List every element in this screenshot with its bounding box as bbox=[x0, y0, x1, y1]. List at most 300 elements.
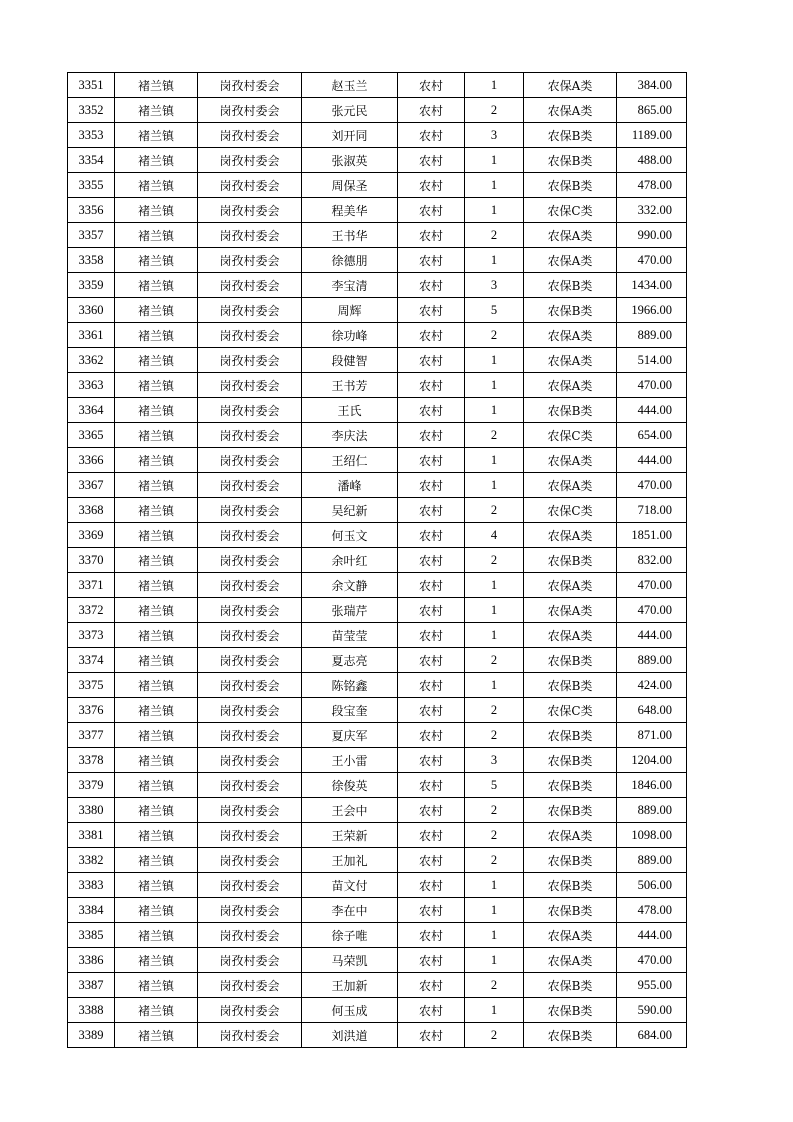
amount-cell: 470.00 bbox=[617, 598, 687, 623]
household-type-cell: 农村 bbox=[398, 1023, 465, 1048]
table-row bbox=[68, 698, 687, 723]
category-cell: 农保A类 bbox=[524, 448, 617, 473]
name-cell: 潘峰 bbox=[302, 473, 398, 498]
village-committee-cell: 岗孜村委会 bbox=[198, 723, 302, 748]
category-cell: 农保B类 bbox=[524, 748, 617, 773]
table-row bbox=[68, 173, 687, 198]
amount-cell: 1434.00 bbox=[617, 273, 687, 298]
category-cell: 农保B类 bbox=[524, 548, 617, 573]
name-cell: 苗莹莹 bbox=[302, 623, 398, 648]
household-type-cell: 农村 bbox=[398, 723, 465, 748]
serial-number-cell: 3360 bbox=[68, 298, 115, 323]
name-cell: 徐功峰 bbox=[302, 323, 398, 348]
table-row bbox=[68, 923, 687, 948]
member-count-cell: 4 bbox=[465, 523, 524, 548]
category-cell: 农保A类 bbox=[524, 73, 617, 98]
name-cell: 王书华 bbox=[302, 223, 398, 248]
member-count-cell: 1 bbox=[465, 373, 524, 398]
amount-cell: 444.00 bbox=[617, 923, 687, 948]
name-cell: 夏志亮 bbox=[302, 648, 398, 673]
table-row bbox=[68, 323, 687, 348]
household-type-cell: 农村 bbox=[398, 273, 465, 298]
village-committee-cell: 岗孜村委会 bbox=[198, 423, 302, 448]
amount-cell: 384.00 bbox=[617, 73, 687, 98]
household-type-cell: 农村 bbox=[398, 448, 465, 473]
household-type-cell: 农村 bbox=[398, 798, 465, 823]
serial-number-cell: 3357 bbox=[68, 223, 115, 248]
amount-cell: 470.00 bbox=[617, 473, 687, 498]
table-row bbox=[68, 1023, 687, 1048]
member-count-cell: 1 bbox=[465, 73, 524, 98]
village-committee-cell: 岗孜村委会 bbox=[198, 623, 302, 648]
serial-number-cell: 3364 bbox=[68, 398, 115, 423]
village-committee-cell: 岗孜村委会 bbox=[198, 198, 302, 223]
household-type-cell: 农村 bbox=[398, 348, 465, 373]
household-type-cell: 农村 bbox=[398, 823, 465, 848]
amount-cell: 470.00 bbox=[617, 948, 687, 973]
category-cell: 农保B类 bbox=[524, 798, 617, 823]
serial-number-cell: 3387 bbox=[68, 973, 115, 998]
member-count-cell: 2 bbox=[465, 498, 524, 523]
table-row bbox=[68, 248, 687, 273]
category-cell: 农保B类 bbox=[524, 998, 617, 1023]
member-count-cell: 2 bbox=[465, 548, 524, 573]
amount-cell: 1851.00 bbox=[617, 523, 687, 548]
category-cell: 农保A类 bbox=[524, 98, 617, 123]
category-cell: 农保A类 bbox=[524, 223, 617, 248]
name-cell: 王加礼 bbox=[302, 848, 398, 873]
category-cell: 农保A类 bbox=[524, 473, 617, 498]
household-type-cell: 农村 bbox=[398, 373, 465, 398]
category-cell: 农保A类 bbox=[524, 348, 617, 373]
member-count-cell: 5 bbox=[465, 298, 524, 323]
category-cell: 农保C类 bbox=[524, 198, 617, 223]
category-cell: 农保C类 bbox=[524, 498, 617, 523]
serial-number-cell: 3384 bbox=[68, 898, 115, 923]
serial-number-cell: 3379 bbox=[68, 773, 115, 798]
household-type-cell: 农村 bbox=[398, 973, 465, 998]
serial-number-cell: 3380 bbox=[68, 798, 115, 823]
category-cell: 农保B类 bbox=[524, 273, 617, 298]
table-body bbox=[68, 73, 687, 1048]
table-row bbox=[68, 448, 687, 473]
member-count-cell: 1 bbox=[465, 573, 524, 598]
village-committee-cell: 岗孜村委会 bbox=[198, 248, 302, 273]
household-type-cell: 农村 bbox=[398, 198, 465, 223]
amount-cell: 832.00 bbox=[617, 548, 687, 573]
category-cell: 农保A类 bbox=[524, 598, 617, 623]
serial-number-cell: 3385 bbox=[68, 923, 115, 948]
serial-number-cell: 3369 bbox=[68, 523, 115, 548]
town-cell: 褚兰镇 bbox=[115, 248, 198, 273]
serial-number-cell: 3371 bbox=[68, 573, 115, 598]
village-committee-cell: 岗孜村委会 bbox=[198, 123, 302, 148]
amount-cell: 590.00 bbox=[617, 998, 687, 1023]
town-cell: 褚兰镇 bbox=[115, 273, 198, 298]
serial-number-cell: 3377 bbox=[68, 723, 115, 748]
category-cell: 农保A类 bbox=[524, 823, 617, 848]
category-cell: 农保B类 bbox=[524, 973, 617, 998]
amount-cell: 444.00 bbox=[617, 398, 687, 423]
table-row bbox=[68, 823, 687, 848]
village-committee-cell: 岗孜村委会 bbox=[198, 698, 302, 723]
town-cell: 褚兰镇 bbox=[115, 298, 198, 323]
household-type-cell: 农村 bbox=[398, 848, 465, 873]
table-row bbox=[68, 723, 687, 748]
category-cell: 农保C类 bbox=[524, 698, 617, 723]
town-cell: 褚兰镇 bbox=[115, 473, 198, 498]
household-type-cell: 农村 bbox=[398, 773, 465, 798]
household-type-cell: 农村 bbox=[398, 523, 465, 548]
amount-cell: 955.00 bbox=[617, 973, 687, 998]
category-cell: 农保A类 bbox=[524, 923, 617, 948]
town-cell: 褚兰镇 bbox=[115, 223, 198, 248]
name-cell: 王氏 bbox=[302, 398, 398, 423]
member-count-cell: 2 bbox=[465, 698, 524, 723]
serial-number-cell: 3370 bbox=[68, 548, 115, 573]
category-cell: 农保A类 bbox=[524, 323, 617, 348]
village-committee-cell: 岗孜村委会 bbox=[198, 873, 302, 898]
table-row bbox=[68, 473, 687, 498]
serial-number-cell: 3376 bbox=[68, 698, 115, 723]
village-committee-cell: 岗孜村委会 bbox=[198, 573, 302, 598]
village-committee-cell: 岗孜村委会 bbox=[198, 98, 302, 123]
town-cell: 褚兰镇 bbox=[115, 373, 198, 398]
household-type-cell: 农村 bbox=[398, 123, 465, 148]
member-count-cell: 2 bbox=[465, 823, 524, 848]
serial-number-cell: 3368 bbox=[68, 498, 115, 523]
table-row bbox=[68, 873, 687, 898]
household-type-cell: 农村 bbox=[398, 923, 465, 948]
member-count-cell: 1 bbox=[465, 923, 524, 948]
table-row bbox=[68, 148, 687, 173]
member-count-cell: 2 bbox=[465, 648, 524, 673]
name-cell: 徐俊英 bbox=[302, 773, 398, 798]
member-count-cell: 2 bbox=[465, 423, 524, 448]
amount-cell: 444.00 bbox=[617, 623, 687, 648]
town-cell: 褚兰镇 bbox=[115, 898, 198, 923]
amount-cell: 478.00 bbox=[617, 898, 687, 923]
category-cell: 农保A类 bbox=[524, 623, 617, 648]
name-cell: 张淑英 bbox=[302, 148, 398, 173]
town-cell: 褚兰镇 bbox=[115, 673, 198, 698]
table-row bbox=[68, 198, 687, 223]
household-type-cell: 农村 bbox=[398, 298, 465, 323]
serial-number-cell: 3388 bbox=[68, 998, 115, 1023]
amount-cell: 889.00 bbox=[617, 648, 687, 673]
table-row bbox=[68, 648, 687, 673]
household-type-cell: 农村 bbox=[398, 673, 465, 698]
household-type-cell: 农村 bbox=[398, 998, 465, 1023]
name-cell: 夏庆军 bbox=[302, 723, 398, 748]
name-cell: 陈铭鑫 bbox=[302, 673, 398, 698]
name-cell: 刘洪道 bbox=[302, 1023, 398, 1048]
category-cell: 农保B类 bbox=[524, 673, 617, 698]
name-cell: 王荣新 bbox=[302, 823, 398, 848]
name-cell: 王绍仁 bbox=[302, 448, 398, 473]
village-committee-cell: 岗孜村委会 bbox=[198, 923, 302, 948]
household-type-cell: 农村 bbox=[398, 148, 465, 173]
town-cell: 褚兰镇 bbox=[115, 648, 198, 673]
name-cell: 余叶红 bbox=[302, 548, 398, 573]
town-cell: 褚兰镇 bbox=[115, 623, 198, 648]
amount-cell: 1189.00 bbox=[617, 123, 687, 148]
name-cell: 段健智 bbox=[302, 348, 398, 373]
table-row bbox=[68, 223, 687, 248]
town-cell: 褚兰镇 bbox=[115, 848, 198, 873]
amount-cell: 684.00 bbox=[617, 1023, 687, 1048]
serial-number-cell: 3353 bbox=[68, 123, 115, 148]
member-count-cell: 1 bbox=[465, 173, 524, 198]
table-row bbox=[68, 73, 687, 98]
village-committee-cell: 岗孜村委会 bbox=[198, 473, 302, 498]
serial-number-cell: 3363 bbox=[68, 373, 115, 398]
name-cell: 余文静 bbox=[302, 573, 398, 598]
household-type-cell: 农村 bbox=[398, 473, 465, 498]
member-count-cell: 1 bbox=[465, 473, 524, 498]
member-count-cell: 1 bbox=[465, 673, 524, 698]
amount-cell: 889.00 bbox=[617, 798, 687, 823]
village-committee-cell: 岗孜村委会 bbox=[198, 173, 302, 198]
household-type-cell: 农村 bbox=[398, 98, 465, 123]
serial-number-cell: 3354 bbox=[68, 148, 115, 173]
amount-cell: 1846.00 bbox=[617, 773, 687, 798]
serial-number-cell: 3355 bbox=[68, 173, 115, 198]
name-cell: 张元民 bbox=[302, 98, 398, 123]
category-cell: 农保B类 bbox=[524, 898, 617, 923]
name-cell: 徐子唯 bbox=[302, 923, 398, 948]
village-committee-cell: 岗孜村委会 bbox=[198, 223, 302, 248]
member-count-cell: 1 bbox=[465, 448, 524, 473]
amount-cell: 470.00 bbox=[617, 573, 687, 598]
town-cell: 褚兰镇 bbox=[115, 398, 198, 423]
name-cell: 何玉成 bbox=[302, 998, 398, 1023]
amount-cell: 889.00 bbox=[617, 848, 687, 873]
category-cell: 农保B类 bbox=[524, 648, 617, 673]
name-cell: 周辉 bbox=[302, 298, 398, 323]
name-cell: 王书芳 bbox=[302, 373, 398, 398]
village-committee-cell: 岗孜村委会 bbox=[198, 323, 302, 348]
village-committee-cell: 岗孜村委会 bbox=[198, 598, 302, 623]
village-committee-cell: 岗孜村委会 bbox=[198, 848, 302, 873]
name-cell: 何玉文 bbox=[302, 523, 398, 548]
village-committee-cell: 岗孜村委会 bbox=[198, 523, 302, 548]
table-row bbox=[68, 398, 687, 423]
village-committee-cell: 岗孜村委会 bbox=[198, 798, 302, 823]
town-cell: 褚兰镇 bbox=[115, 323, 198, 348]
member-count-cell: 2 bbox=[465, 723, 524, 748]
town-cell: 褚兰镇 bbox=[115, 798, 198, 823]
category-cell: 农保B类 bbox=[524, 873, 617, 898]
town-cell: 褚兰镇 bbox=[115, 123, 198, 148]
amount-cell: 514.00 bbox=[617, 348, 687, 373]
village-committee-cell: 岗孜村委会 bbox=[198, 773, 302, 798]
village-committee-cell: 岗孜村委会 bbox=[198, 148, 302, 173]
member-count-cell: 2 bbox=[465, 848, 524, 873]
subsidy-table bbox=[67, 72, 687, 1048]
household-type-cell: 农村 bbox=[398, 698, 465, 723]
table-row bbox=[68, 523, 687, 548]
name-cell: 程美华 bbox=[302, 198, 398, 223]
member-count-cell: 1 bbox=[465, 873, 524, 898]
serial-number-cell: 3356 bbox=[68, 198, 115, 223]
serial-number-cell: 3383 bbox=[68, 873, 115, 898]
amount-cell: 1098.00 bbox=[617, 823, 687, 848]
serial-number-cell: 3367 bbox=[68, 473, 115, 498]
amount-cell: 470.00 bbox=[617, 373, 687, 398]
household-type-cell: 农村 bbox=[398, 573, 465, 598]
member-count-cell: 3 bbox=[465, 123, 524, 148]
village-committee-cell: 岗孜村委会 bbox=[198, 673, 302, 698]
member-count-cell: 5 bbox=[465, 773, 524, 798]
serial-number-cell: 3389 bbox=[68, 1023, 115, 1048]
table-row bbox=[68, 623, 687, 648]
member-count-cell: 1 bbox=[465, 898, 524, 923]
table-row bbox=[68, 973, 687, 998]
village-committee-cell: 岗孜村委会 bbox=[198, 498, 302, 523]
amount-cell: 990.00 bbox=[617, 223, 687, 248]
member-count-cell: 1 bbox=[465, 998, 524, 1023]
member-count-cell: 3 bbox=[465, 273, 524, 298]
village-committee-cell: 岗孜村委会 bbox=[198, 298, 302, 323]
household-type-cell: 农村 bbox=[398, 748, 465, 773]
town-cell: 褚兰镇 bbox=[115, 173, 198, 198]
household-type-cell: 农村 bbox=[398, 623, 465, 648]
serial-number-cell: 3374 bbox=[68, 648, 115, 673]
amount-cell: 1966.00 bbox=[617, 298, 687, 323]
name-cell: 李庆法 bbox=[302, 423, 398, 448]
table-row bbox=[68, 373, 687, 398]
amount-cell: 654.00 bbox=[617, 423, 687, 448]
serial-number-cell: 3352 bbox=[68, 98, 115, 123]
category-cell: 农保B类 bbox=[524, 773, 617, 798]
town-cell: 褚兰镇 bbox=[115, 823, 198, 848]
category-cell: 农保B类 bbox=[524, 148, 617, 173]
town-cell: 褚兰镇 bbox=[115, 723, 198, 748]
household-type-cell: 农村 bbox=[398, 73, 465, 98]
serial-number-cell: 3386 bbox=[68, 948, 115, 973]
amount-cell: 1204.00 bbox=[617, 748, 687, 773]
household-type-cell: 农村 bbox=[398, 223, 465, 248]
town-cell: 褚兰镇 bbox=[115, 1023, 198, 1048]
town-cell: 褚兰镇 bbox=[115, 748, 198, 773]
town-cell: 褚兰镇 bbox=[115, 948, 198, 973]
category-cell: 农保C类 bbox=[524, 423, 617, 448]
serial-number-cell: 3381 bbox=[68, 823, 115, 848]
household-type-cell: 农村 bbox=[398, 598, 465, 623]
town-cell: 褚兰镇 bbox=[115, 73, 198, 98]
table-row bbox=[68, 348, 687, 373]
household-type-cell: 农村 bbox=[398, 248, 465, 273]
town-cell: 褚兰镇 bbox=[115, 573, 198, 598]
member-count-cell: 1 bbox=[465, 148, 524, 173]
serial-number-cell: 3373 bbox=[68, 623, 115, 648]
town-cell: 褚兰镇 bbox=[115, 348, 198, 373]
amount-cell: 871.00 bbox=[617, 723, 687, 748]
name-cell: 徐德朋 bbox=[302, 248, 398, 273]
name-cell: 王小雷 bbox=[302, 748, 398, 773]
village-committee-cell: 岗孜村委会 bbox=[198, 648, 302, 673]
town-cell: 褚兰镇 bbox=[115, 698, 198, 723]
category-cell: 农保A类 bbox=[524, 948, 617, 973]
village-committee-cell: 岗孜村委会 bbox=[198, 373, 302, 398]
category-cell: 农保B类 bbox=[524, 398, 617, 423]
town-cell: 褚兰镇 bbox=[115, 598, 198, 623]
amount-cell: 865.00 bbox=[617, 98, 687, 123]
amount-cell: 444.00 bbox=[617, 448, 687, 473]
household-type-cell: 农村 bbox=[398, 498, 465, 523]
amount-cell: 889.00 bbox=[617, 323, 687, 348]
member-count-cell: 3 bbox=[465, 748, 524, 773]
category-cell: 农保B类 bbox=[524, 123, 617, 148]
household-type-cell: 农村 bbox=[398, 648, 465, 673]
village-committee-cell: 岗孜村委会 bbox=[198, 948, 302, 973]
town-cell: 褚兰镇 bbox=[115, 423, 198, 448]
serial-number-cell: 3372 bbox=[68, 598, 115, 623]
member-count-cell: 2 bbox=[465, 98, 524, 123]
amount-cell: 718.00 bbox=[617, 498, 687, 523]
amount-cell: 488.00 bbox=[617, 148, 687, 173]
name-cell: 吴纪新 bbox=[302, 498, 398, 523]
table-row bbox=[68, 998, 687, 1023]
village-committee-cell: 岗孜村委会 bbox=[198, 1023, 302, 1048]
category-cell: 农保A类 bbox=[524, 248, 617, 273]
village-committee-cell: 岗孜村委会 bbox=[198, 998, 302, 1023]
table-row bbox=[68, 898, 687, 923]
category-cell: 农保B类 bbox=[524, 298, 617, 323]
member-count-cell: 2 bbox=[465, 223, 524, 248]
name-cell: 苗文付 bbox=[302, 873, 398, 898]
table-row bbox=[68, 598, 687, 623]
serial-number-cell: 3362 bbox=[68, 348, 115, 373]
category-cell: 农保A类 bbox=[524, 523, 617, 548]
name-cell: 李在中 bbox=[302, 898, 398, 923]
town-cell: 褚兰镇 bbox=[115, 448, 198, 473]
household-type-cell: 农村 bbox=[398, 173, 465, 198]
member-count-cell: 1 bbox=[465, 398, 524, 423]
table-row bbox=[68, 298, 687, 323]
amount-cell: 332.00 bbox=[617, 198, 687, 223]
name-cell: 段宝奎 bbox=[302, 698, 398, 723]
household-type-cell: 农村 bbox=[398, 323, 465, 348]
category-cell: 农保B类 bbox=[524, 173, 617, 198]
table-row bbox=[68, 573, 687, 598]
table-row bbox=[68, 848, 687, 873]
amount-cell: 648.00 bbox=[617, 698, 687, 723]
household-type-cell: 农村 bbox=[398, 898, 465, 923]
table-row bbox=[68, 498, 687, 523]
table-row bbox=[68, 773, 687, 798]
town-cell: 褚兰镇 bbox=[115, 198, 198, 223]
name-cell: 马荣凯 bbox=[302, 948, 398, 973]
village-committee-cell: 岗孜村委会 bbox=[198, 973, 302, 998]
member-count-cell: 2 bbox=[465, 1023, 524, 1048]
table-row bbox=[68, 748, 687, 773]
category-cell: 农保B类 bbox=[524, 1023, 617, 1048]
table-row bbox=[68, 273, 687, 298]
amount-cell: 506.00 bbox=[617, 873, 687, 898]
member-count-cell: 1 bbox=[465, 948, 524, 973]
serial-number-cell: 3366 bbox=[68, 448, 115, 473]
table-row bbox=[68, 673, 687, 698]
member-count-cell: 1 bbox=[465, 248, 524, 273]
table-row bbox=[68, 98, 687, 123]
category-cell: 农保A类 bbox=[524, 573, 617, 598]
name-cell: 刘开同 bbox=[302, 123, 398, 148]
table-row bbox=[68, 423, 687, 448]
name-cell: 李宝清 bbox=[302, 273, 398, 298]
category-cell: 农保B类 bbox=[524, 723, 617, 748]
